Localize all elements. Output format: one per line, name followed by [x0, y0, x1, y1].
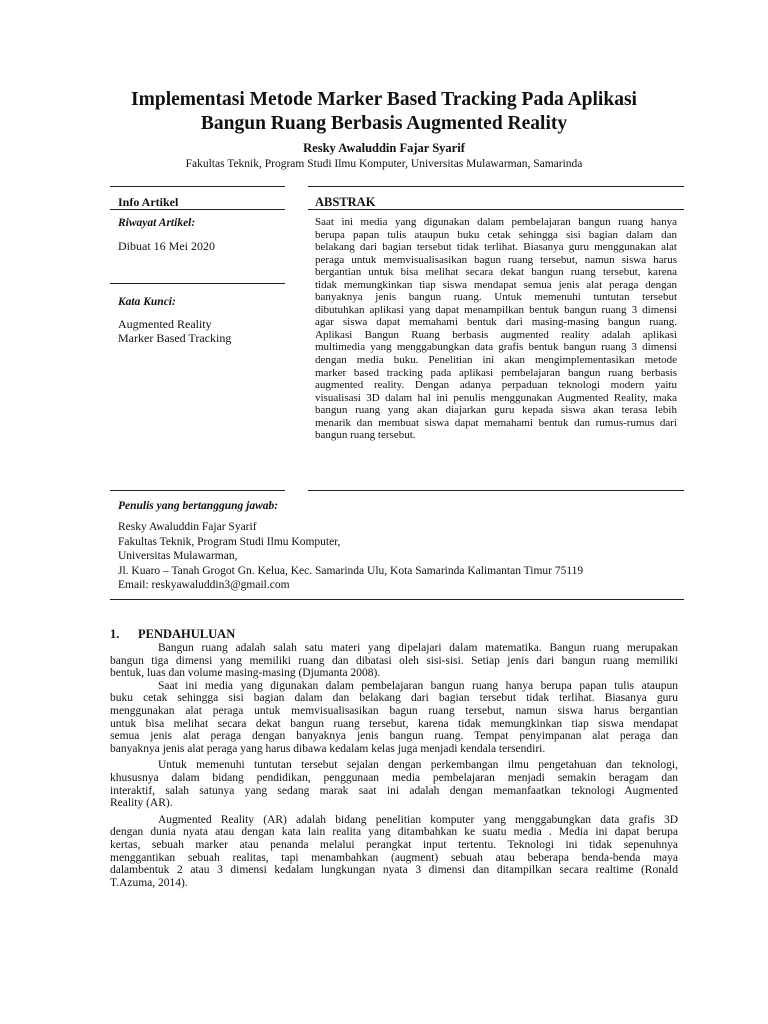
- abstract-line: marker based tracking pada aplikasi pembelajaran bangun ruang berbasis: [315, 366, 677, 379]
- paragraph-line: interaktif, salah satunya yang sedang marak saat ini adalah dengan memanfaatkan teknologi Augmented: [110, 784, 678, 797]
- section-title: PENDAHULUAN: [138, 627, 236, 641]
- paragraph-line: banyaknya jenis alat peraga yang harus dibawa kedalam kelas juga menjadi kendala tersendiri.: [110, 742, 546, 755]
- abstract-line: banyaknya jenis bangun ruang. Untuk memenuhi tuntutan tersebut: [315, 291, 677, 304]
- section-heading: [110, 627, 235, 642]
- divider-info-middle: [110, 283, 285, 284]
- keywords-list: [118, 317, 231, 345]
- abstract-line: menarik dan membuat siswa dapat memahami bentuk dan rumus-rumus dari: [315, 416, 677, 429]
- section-number: 1.: [110, 627, 120, 641]
- abstract-line: bangun ruang tersebut.: [315, 429, 416, 442]
- title-line: Bangun Ruang Berbasis Augmented Reality: [200, 113, 568, 134]
- keywords-label: Kata Kunci:: [118, 296, 176, 308]
- keyword-item: Marker Based Tracking: [118, 331, 232, 345]
- abstract-line: augmented reality. Dengan adanya perpaduan teknologi modern yaitu: [315, 379, 677, 392]
- paragraph-line: dalambentuk 2 atau 3 dimensi kedalam lungkungan nyata 3 dimensi dan ditampilkan secara realtime (Ronald: [110, 864, 678, 877]
- abstract-line: agar siswa dapat memahami bentuk dari masing-masing bangun ruang.: [315, 316, 677, 329]
- divider-info-top: [110, 186, 285, 187]
- paragraph-line: Reality (AR).: [110, 797, 173, 810]
- paragraph-line: buku cetak sehingga sisi bagian dalam dan belakang dari bagian tersebut tidak terlihat. Biasanya guru: [110, 692, 678, 705]
- abstract-line: dengan media buku. Penelitian ini akan mengimplementasikan metode: [315, 354, 677, 367]
- divider-info-bottom: [110, 490, 285, 491]
- divider-abstract-top: [308, 186, 684, 187]
- paragraph-line: khususnya dalam bidang pendidikan, penggunaan media pembelajaran menjadi semakin beragam dan: [110, 771, 678, 784]
- correspondence-line: Universitas Mulawarman,: [118, 550, 238, 563]
- correspondence-label: Penulis yang bertanggung jawab:: [118, 500, 279, 512]
- paragraph-line: bentuk, luas dan volume masing-masing (Djumanta 2008).: [110, 667, 381, 680]
- paragraph-line: Untuk memenuhi tuntutan tersebut sejalan dengan perkembangan ilmu pengetahuan dan teknologi,: [158, 759, 678, 772]
- paragraph-line: untuk bisa melihat secara dekat bangun ruang tersebut, karena tidak memungkinkan tiap siswa mendapat: [110, 717, 678, 730]
- correspondence-block: [118, 520, 678, 593]
- paper-title: [100, 88, 668, 136]
- correspondence-line: Fakultas Teknik, Program Studi Ilmu Komputer,: [118, 535, 341, 548]
- paragraph-line: Bangun ruang adalah salah satu materi yang dipelajari dalam matematika. Bangun ruang merupakan: [158, 642, 678, 654]
- abstract-line: berupa papan tulis ataupun buku cetak sehingga sisi bagian dalam dan: [315, 228, 677, 241]
- abstract-line: multimedia yang menggabungkan data grafis bentuk bangun ruang 3 dimensi: [315, 341, 677, 354]
- paragraph-line: kertas, sebuah marker atau penanda melalui perangkat input tertentu. Teknologi ini tidak sepenuhnya: [110, 838, 678, 851]
- paragraph-line: Saat ini media yang digunakan dalam pembelajaran bangun ruang hanya berupa papan tulis ataupun: [158, 679, 678, 692]
- divider-abstract-bottom: [308, 490, 684, 491]
- paragraph-line: menggantikan sebuah realitas, tapi menambahkan (augment) sebuah atau beberapa benda-benda maya: [110, 851, 678, 864]
- abstract-line: dibutuhkan aplikasi yang dapat menampilkan bentuk bangun ruang 3 dimensi: [315, 303, 677, 316]
- info-heading: Info Artikel: [118, 195, 179, 209]
- keyword-item: Augmented Reality: [118, 317, 212, 331]
- paragraph-line: T.Azuma, 2014).: [110, 876, 188, 889]
- paragraph-line: bangun tiga dimensi yang memiliki ruang dan dibatasi oleh sisi-sisi. Setiap jenis dari bangun ruang memiliki: [110, 654, 678, 667]
- paragraph-line: Augmented Reality (AR) adalah bidang penelitian komputer yang menggabungkan data grafis 3D: [158, 813, 678, 826]
- correspondence-line: Jl. Kuaro – Tanah Grogot Gn. Kelua, Kec. Samarinda Ulu, Kota Samarinda Kalimantan Timur 75119: [118, 564, 584, 577]
- abstract-line: peraga untuk memvisualisasikan bagun ruang tersebut, namun siswa harus: [315, 253, 677, 266]
- abstract-line: belakang dari bagian tersebut tidak terlihat. Biasanya guru menggunakan alat: [315, 241, 677, 254]
- paragraph-line: menggunakan alat peraga untuk memvisualisasikan bagun ruang tersebut, namun siswa harus bergantian: [110, 704, 678, 717]
- abstract-line: Saat ini media yang digunakan dalam pembelajaran bangun ruang hanya: [315, 216, 677, 228]
- abstract-line: Aplikasi Bangun Ruang berbasis augmented reality adalah aplikasi: [315, 328, 677, 341]
- author-affiliation: Fakultas Teknik, Program Studi Ilmu Komputer, Universitas Mulawarman, Samarinda: [185, 158, 583, 170]
- title-line: Implementasi Metode Marker Based Tracking Pada Aplikasi: [131, 89, 637, 110]
- abstract-line: tidak memungkinkan tiap siswa mendapat semua jenis alat peraga dengan: [315, 278, 677, 291]
- history-value: Dibuat 16 Mei 2020: [118, 239, 215, 253]
- correspondence-line: Resky Awaluddin Fajar Syarif: [118, 521, 257, 533]
- abstract-line: bergantian untuk bisa melihat secara dekat bangun ruang tersebut, karena: [315, 266, 677, 279]
- paragraph-line: semua jenis alat peraga dengan banyaknya jenis bangun ruang. Tempat penyimpanan alat peraga dan: [110, 730, 678, 743]
- abstract-heading: ABSTRAK: [315, 195, 376, 209]
- section-body: [110, 642, 678, 889]
- abstract-line: visualisasi 3D dalam hal ini penulis menggunakan Augmented Reality, maka: [315, 391, 677, 404]
- correspondence-line: Email: reskyawaluddin3@gmail.com: [118, 579, 290, 592]
- paragraph-line: dengan dunia nyata atau dengan kata lain realita yang ditambahkan ke suatu media . Media ini dapat berupa: [110, 826, 678, 839]
- divider-correspondence-bottom: [110, 599, 684, 600]
- abstract-line: bangun ruang yang akan diajarkan guru kepada siswa akan terasa lebih: [315, 404, 677, 417]
- history-label: Riwayat Artikel:: [118, 217, 196, 229]
- author-name: Resky Awaluddin Fajar Syarif: [303, 141, 465, 155]
- abstract-body: [315, 216, 677, 442]
